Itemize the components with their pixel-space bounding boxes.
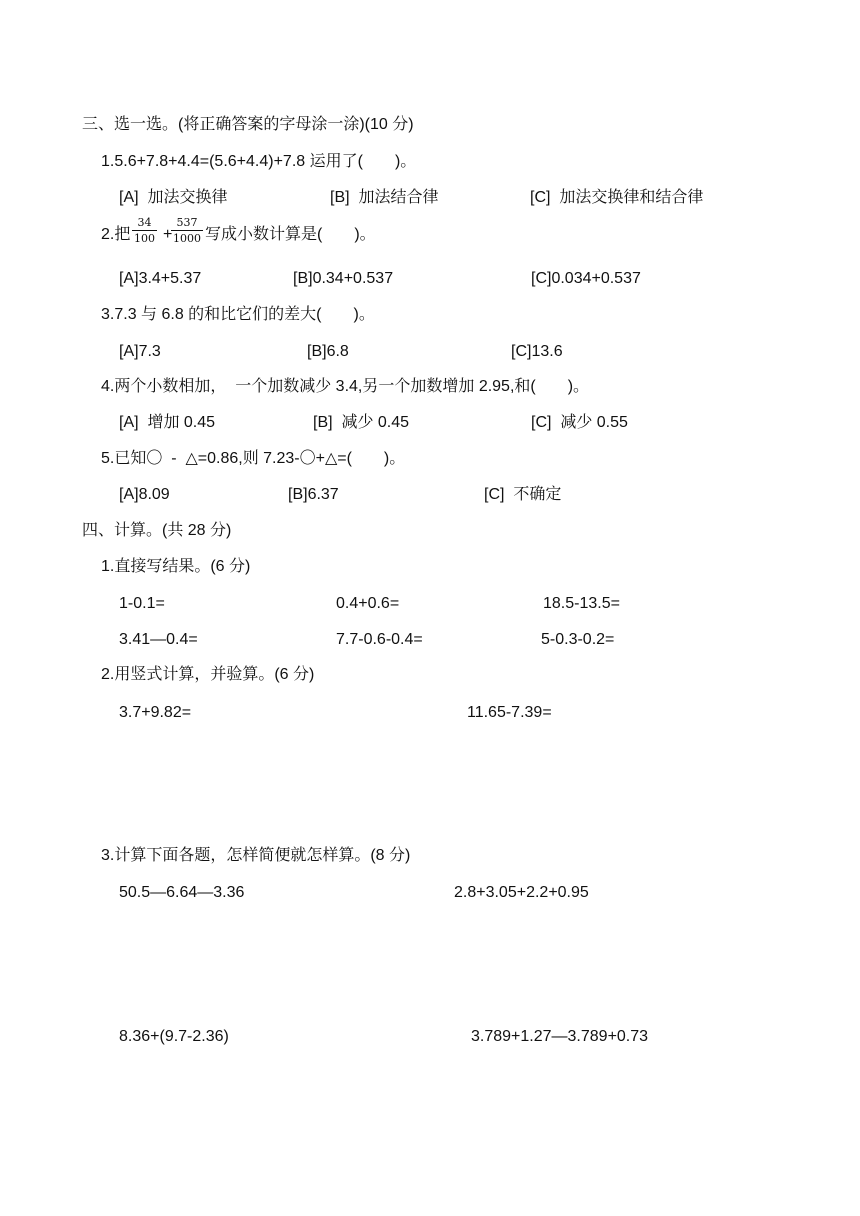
oral-calc-item: 5-0.3-0.2=	[541, 631, 615, 648]
oral-calc-item: 7.7-0.6-0.4=	[336, 631, 423, 648]
fraction-537-1000	[171, 216, 203, 245]
question-2-option-c: [C]0.034+0.537	[531, 270, 641, 287]
oral-calc-item: 18.5-13.5=	[543, 595, 620, 612]
part-3-title: 3.计算下面各题，怎样简便就怎样算。(8 分)	[101, 847, 411, 864]
oral-calc-item: 3.41—0.4=	[119, 631, 198, 648]
question-2-suffix: 写成小数计算是( )。	[205, 226, 376, 243]
question-5-option-c: [C] 不确定	[484, 486, 562, 503]
fraction-2-denominator: 1000	[173, 232, 201, 245]
question-3-option-a: [A]7.3	[119, 343, 161, 360]
simplify-calc-item: 50.5—6.64—3.36	[119, 884, 245, 901]
question-1-option-a: [A] 加法交换律	[119, 189, 228, 206]
question-5-option-b: [B]6.37	[288, 486, 339, 503]
vertical-calc-item: 3.7+9.82=	[119, 704, 192, 721]
question-4-option-b: [B] 减少 0.45	[313, 414, 410, 431]
question-3-option-c: [C]13.6	[511, 343, 563, 360]
simplify-calc-item: 2.8+3.05+2.2+0.95	[454, 884, 589, 901]
fraction-1-numerator: 34	[137, 216, 152, 229]
question-5-stem: 5.已知〇 - △=0.86,则 7.23-〇+△=( )。	[101, 450, 406, 467]
question-2-plus: +	[163, 226, 173, 243]
question-3-stem: 3.7.3 与 6.8 的和比它们的差大( )。	[101, 306, 375, 323]
question-5-option-a: [A]8.09	[119, 486, 170, 503]
part-2-title: 2.用竖式计算，并验算。(6 分)	[101, 666, 315, 683]
question-3-option-b: [B]6.8	[307, 343, 349, 360]
question-4-option-a: [A] 增加 0.45	[119, 414, 216, 431]
question-2-option-b: [B]0.34+0.537	[293, 270, 394, 287]
oral-calc-item: 0.4+0.6=	[336, 595, 400, 612]
simplify-calc-item: 8.36+(9.7-2.36)	[119, 1028, 229, 1045]
question-2-option-a: [A]3.4+5.37	[119, 270, 202, 287]
question-1-option-c: [C] 加法交换律和结合律	[530, 189, 704, 206]
section-4-heading: 四、计算。(共 28 分)	[82, 522, 232, 539]
part-1-title: 1.直接写结果。(6 分)	[101, 558, 251, 575]
vertical-calc-item: 11.65-7.39=	[467, 704, 552, 721]
question-2-prefix: 2.把	[101, 226, 131, 243]
section-3-heading: 三、选一选。(将正确答案的字母涂一涂)(10 分)	[82, 116, 414, 133]
fraction-2-numerator: 537	[176, 216, 198, 229]
oral-calc-item: 1-0.1=	[119, 595, 165, 612]
question-4-stem: 4.两个小数相加， 一个加数减少 3.4,另一个加数增加 2.95,和( )。	[101, 378, 590, 395]
question-1-stem: 1.5.6+7.8+4.4=(5.6+4.4)+7.8 运用了( )。	[101, 153, 417, 170]
simplify-calc-item: 3.789+1.27—3.789+0.73	[471, 1028, 649, 1045]
question-1-option-b: [B] 加法结合律	[330, 189, 439, 206]
question-4-option-c: [C] 减少 0.55	[531, 414, 628, 431]
fraction-34-100	[132, 216, 157, 245]
fraction-1-denominator: 100	[134, 232, 155, 245]
